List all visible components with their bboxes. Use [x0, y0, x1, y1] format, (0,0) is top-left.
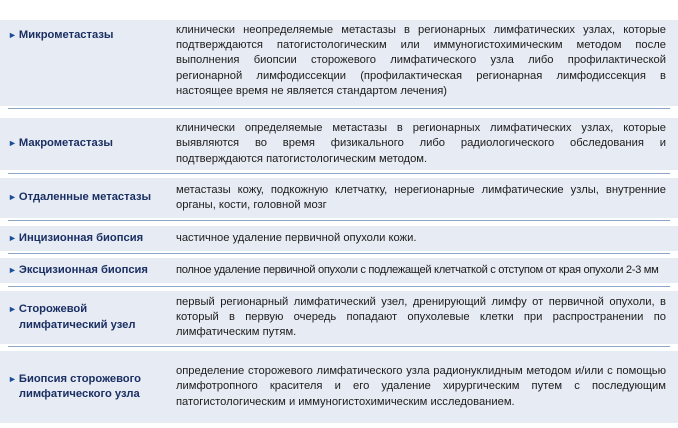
- row-divider: [8, 173, 670, 174]
- glossary-row-incisional-biopsy: [0, 226, 678, 251]
- term-micrometastases: Микрометастазы: [18, 29, 114, 41]
- definition-sentinel-node-biopsy: определение сторожевого лимфатического узла радионуклидным методом и/или с помощью лимфотропного красителя и его удаление хирургическим путем с последующим патогистологическим и иммуногистохимическим исследованием.: [176, 365, 666, 408]
- right-triangle-icon: ►: [8, 138, 17, 149]
- definition-distant-metastases: метастазы кожу, подкожную клетчатку, нерегионарные лимфатические узлы, внутренние органы, кости, головной мозг: [176, 183, 666, 211]
- right-triangle-icon: ►: [8, 30, 17, 40]
- right-triangle-icon: ►: [8, 373, 17, 384]
- term-cell: [0, 20, 170, 43]
- right-triangle-icon: ►: [8, 232, 17, 243]
- glossary-row-sentinel-node: [0, 291, 678, 344]
- term-sentinel-node: Сторожевой лимфатический узел: [18, 303, 136, 331]
- term-cell: [0, 372, 170, 402]
- term-excisional-biopsy: Эксцизионная биопсия: [18, 263, 148, 276]
- term-cell: [0, 190, 170, 205]
- glossary-row-distant-metastases: [0, 178, 678, 218]
- glossary-row-excisional-biopsy: [0, 258, 678, 283]
- glossary-row-sentinel-node-biopsy: [0, 351, 678, 423]
- row-divider: [8, 220, 670, 221]
- glossary-row-micrometastases: [0, 20, 678, 106]
- term-distant-metastases: Отдаленные метастазы: [18, 191, 152, 204]
- row-divider: [8, 346, 670, 347]
- row-divider: [8, 253, 670, 254]
- definition-sentinel-node: первый регионарный лимфатический узел, дренирующий лимфу от первичной опухоли, в который в первую очередь попадают опухолевые клетки при распространении по лимфатическим путям.: [176, 295, 666, 339]
- term-cell: [0, 136, 170, 151]
- definition-macrometastases: клинически определяемые метастазы в регионарных лимфатических узлах, которые выявляются во время физикального либо радиологического обследования и подтверждаются патогистологическим методом.: [176, 122, 666, 165]
- term-sentinel-node-biopsy: Биопсия сторожевого лимфатического узла: [18, 372, 141, 400]
- term-cell: [0, 302, 170, 332]
- glossary-row-macrometastases: [0, 118, 678, 170]
- definition-micrometastases: клинически неопределяемые метастазы в регионарных лимфатических узлах, которые подтверждаются патогистологическим или иммуногистохимическим методом после выполнения биопсии сторожевого лимфатического узла либо профилактической регионарной лимфодиссекции (профилактическая регионарная лимфодиссекция в настоящее время не является стандартом лечения): [176, 24, 666, 97]
- term-macrometastases: Макрометастазы: [18, 137, 113, 150]
- definition-incisional-biopsy: частичное удаление первичной опухоли кожи.: [176, 231, 417, 244]
- right-triangle-icon: ►: [8, 304, 17, 315]
- term-cell: [0, 263, 170, 278]
- term-cell: [0, 231, 170, 246]
- right-triangle-icon: ►: [8, 264, 17, 275]
- term-incisional-biopsy: Инцизионная биопсия: [18, 231, 144, 244]
- row-divider: [8, 108, 670, 109]
- right-triangle-icon: ►: [8, 192, 17, 203]
- definition-excisional-biopsy: полное удаление первичной опухоли с подлежащей клетчаткой с отступом от края опухоли 2-3 мм: [176, 263, 659, 276]
- row-divider: [8, 286, 670, 287]
